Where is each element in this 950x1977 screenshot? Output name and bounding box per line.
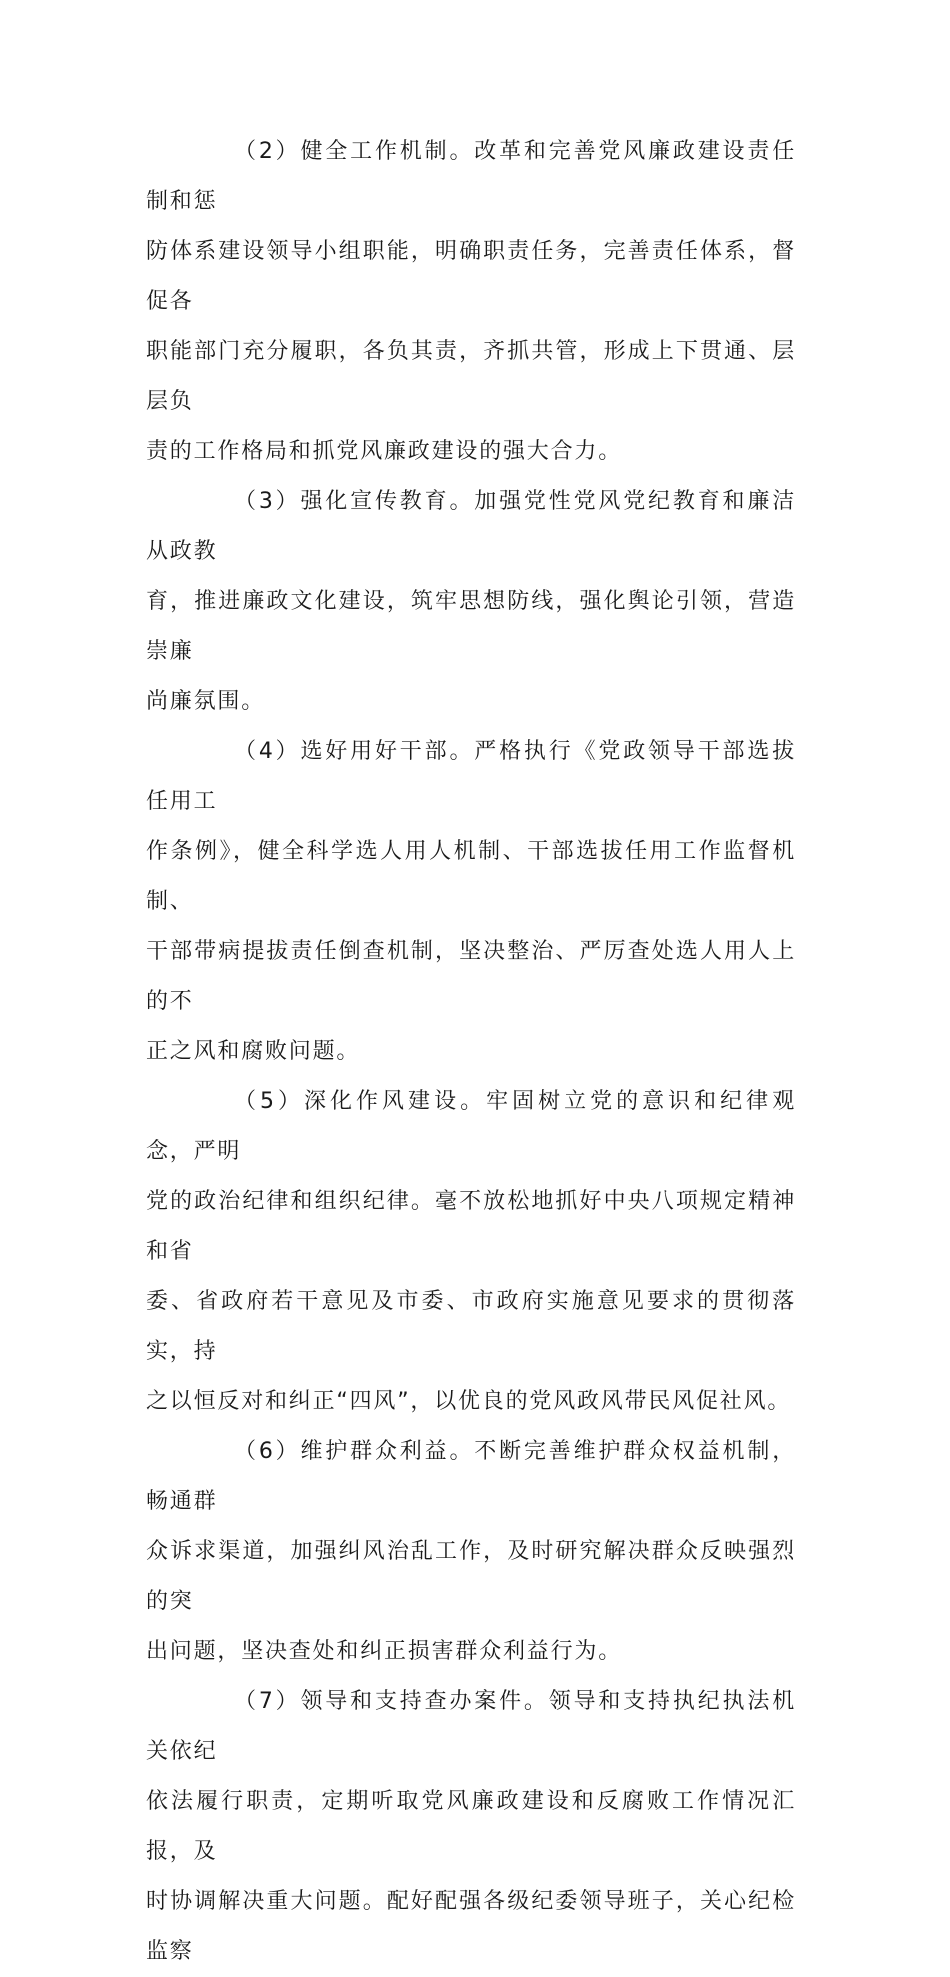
text-line: 责的工作格局和抓党风廉政建设的强大合力。: [146, 439, 623, 464]
text-line: （7）领导和支持查办案件。领导和支持执纪执法机关依纪: [146, 1689, 796, 1764]
text-line: 防体系建设领导小组职能，明确职责任务，完善责任体系，督促各: [146, 239, 796, 314]
text-line: （3）强化宣传教育。加强党性党风党纪教育和廉洁从政教: [146, 489, 796, 564]
text-line: 依法履行职责，定期听取党风廉政建设和反腐败工作情况汇报，及: [146, 1789, 796, 1864]
paragraph-7: [146, 1677, 796, 1977]
text-line: 职能部门充分履职，各负其责，齐抓共管，形成上下贯通、层层负: [146, 339, 796, 414]
text-line: （5）深化作风建设。牢固树立党的意识和纪律观念，严明: [146, 1089, 796, 1164]
text-line: 出问题，坚决查处和纠正损害群众利益行为。: [146, 1639, 623, 1664]
paragraph-4: [146, 727, 796, 1077]
text-line: （4）选好用好干部。严格执行《党政领导干部选拔任用工: [146, 739, 796, 814]
text-line: 正之风和腐败问题。: [146, 1039, 361, 1064]
text-line: 委、省政府若干意见及市委、市政府实施意见要求的贯彻落实，持: [146, 1289, 796, 1364]
text-line: 时协调解决重大问题。配好配强各级纪委领导班子，关心纪检监察: [146, 1889, 796, 1964]
paragraph-2: [146, 127, 796, 477]
document-body: [146, 127, 796, 1977]
text-line: 众诉求渠道，加强纠风治乱工作，及时研究解决群众反映强烈的突: [146, 1539, 796, 1614]
text-line: 干部带病提拔责任倒查机制，坚决整治、严厉查处选人用人上的不: [146, 939, 796, 1014]
text-line: 党的政治纪律和组织纪律。毫不放松地抓好中央八项规定精神和省: [146, 1189, 796, 1264]
paragraph-6: [146, 1427, 796, 1677]
text-line: 之以恒反对和纠正“四风”，以优良的党风政风带民风促社风。: [146, 1389, 792, 1414]
paragraph-3: [146, 477, 796, 727]
paragraph-5: [146, 1077, 796, 1427]
text-line: 育，推进廉政文化建设，筑牢思想防线，强化舆论引领，营造崇廉: [146, 589, 796, 664]
text-line: （2）健全工作机制。改革和完善党风廉政建设责任制和惩: [146, 139, 796, 214]
text-line: 尚廉氛围。: [146, 689, 266, 714]
text-line: 作条例》，健全科学选人用人机制、干部选拔任用工作监督机制、: [146, 839, 796, 914]
text-line: （6）维护群众利益。不断完善维护群众权益机制，畅通群: [146, 1439, 796, 1514]
